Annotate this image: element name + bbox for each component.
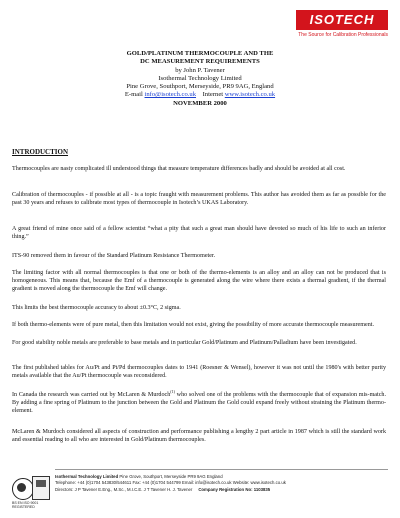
author: by John P. Tavener bbox=[175, 66, 225, 74]
footer-registration: Company Registration No: 1103835 bbox=[198, 486, 271, 492]
reference-marker: (1) bbox=[170, 388, 175, 394]
paragraph-6: This limits the best thermocouple accuracy to about ±0.3°C, 2 sigma. bbox=[12, 305, 181, 311]
paragraph-1: Thermocouples are nasty complicated ill understood things that measure temperature differences badly and should be avoided at all cost. bbox=[12, 166, 346, 172]
logo-brand: ISOTECH bbox=[296, 10, 388, 30]
paragraph-8: For good stability noble metals are preferable to base metals and in particular Gold/Platinum and Platinum/Palladium have been investigated. bbox=[12, 340, 357, 346]
footer-address: Pine Grove, Southport, Merseyside PR9 9AG England bbox=[119, 474, 223, 479]
section-heading: INTRODUCTION bbox=[12, 148, 69, 156]
paragraph-11: McLaren & Murdoch considered all aspects of construction and performance publishing a lengthy 2 part article in 1987 which is still the standard work and essential reading to all who are interested in Gold/Platinum thermocouples. bbox=[12, 429, 386, 443]
logo-tagline: The Source for Calibration Professionals bbox=[298, 32, 388, 38]
footer-contact: Telephone: +44 (0)1704 543830/544611 Fax: +44 (0)1704 544799 Email: info@isotech.co.uk Website: www.isotech.co.uk bbox=[55, 480, 286, 486]
document-title-line1: GOLD/PLATINUM THERMOCOUPLE AND THE bbox=[126, 50, 274, 57]
paragraph-7: If both thermo-elements were of pure metal, then this limitation would not exist, giving the possibility of more accurate thermocouple measurement. bbox=[12, 322, 374, 328]
email-link[interactable]: info@isotech.co.uk bbox=[144, 91, 197, 99]
document-title-line2: DC MEASUREMENT REQUIREMENTS bbox=[140, 58, 260, 66]
paragraph-10 bbox=[12, 388, 386, 415]
footer-directors-line bbox=[55, 487, 388, 493]
paragraph-5: The limiting factor with all normal thermocouples is that one or both of the thermo-elements is an alloy and an alloy can not be produced that is homogeneous. This means that, because the Emf of a thermocouple is generated along the wire where there exists a thermal gradient, if the thermal gradient is moved along the thermocouple the Emf will change. bbox=[12, 270, 386, 292]
footer-company: Isothermal Technology Limited bbox=[55, 474, 119, 479]
email-label: E-mail bbox=[124, 91, 143, 99]
bsi-logo-icon bbox=[32, 476, 50, 500]
certification-label: BS EN ISO 9001 REGISTERED bbox=[12, 501, 39, 509]
document-date: NOVEMBER 2000 bbox=[173, 99, 227, 107]
ukas-logo-icon bbox=[12, 478, 34, 500]
footer-directors: Directors: J P Tavener E.Eng., M.Sc., M.I.C.E. J T Tavener H. J. Tavener bbox=[55, 486, 193, 492]
paragraph-10-end: who solved one of the problems with the thermocouple that of expansion mis-match. By adding a fine spring of Platinum to the junction between the Gold and Platinum the Gold could expand freely without straining the Platinum thermo-element. bbox=[12, 392, 386, 414]
contact-line bbox=[40, 91, 360, 99]
title-block bbox=[40, 50, 360, 108]
company-address: Pine Grove, Southport, Merseyside, PR9 9AG, England bbox=[126, 83, 274, 91]
website-link[interactable]: www.isotech.co.uk bbox=[224, 91, 276, 99]
certification-logos bbox=[12, 472, 52, 512]
paragraph-4: ITS-90 removed them in favour of the Standard Platinum Resistance Thermometer. bbox=[12, 253, 216, 259]
paragraph-10-start: In Canada the research was carried out by McLaren & Murdoch bbox=[12, 392, 171, 398]
footer bbox=[55, 474, 388, 493]
footer-divider bbox=[55, 469, 388, 470]
company-name: Isothermal Technology Limited bbox=[158, 74, 242, 82]
internet-label: Internet bbox=[202, 91, 224, 99]
paragraph-3: A great friend of mine once said of a fellow scientist “what a pity that such a great man should have devoted so much of his life to such an inferior thing.” bbox=[12, 226, 386, 240]
paragraph-9: The first published tables for Au/Pt and Pt/Pd thermocouples dates to 1941 (Roesner & Wensel), however it was not until the 1980's with better purity metals available that the Au/Pt thermocouple was reconsidered. bbox=[12, 365, 386, 379]
isotech-logo bbox=[296, 10, 388, 38]
paragraph-2: Calibration of thermocouples - if possible at all - is a topic fraught with measurement problems. This author has avoided them as far as possible for the past 30 years and refuses to calibrate most types of thermocouple in Isotech’s UKAS Laboratory. bbox=[12, 192, 386, 206]
